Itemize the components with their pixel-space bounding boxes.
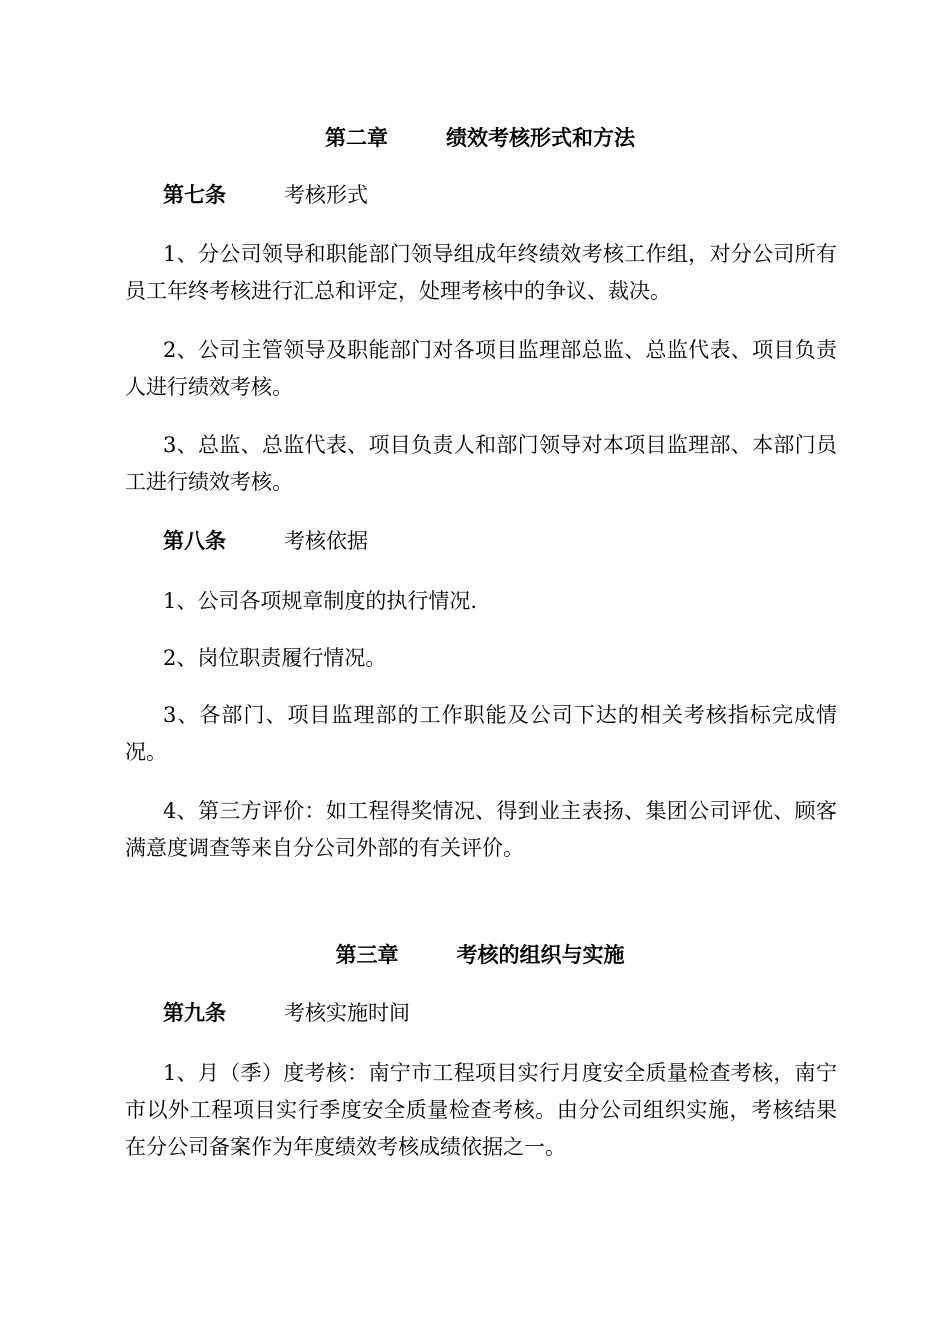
article-8-item-2: 2、岗位职责履行情况。 — [163, 646, 387, 670]
article-8-item-3: 3、各部门、项目监理部的工作职能及公司下达的相关考核指标完成情况。 — [125, 703, 837, 764]
article-7-item-1: 1、分公司领导和职能部门领导组成年终绩效考核工作组，对分公司所有员工年终考核进行汇总和评定，处理考核中的争议、裁决。 — [125, 242, 837, 303]
article-9-heading — [163, 999, 410, 1027]
article-7-heading — [163, 181, 368, 209]
chapter-number: 第三章 — [335, 942, 399, 967]
article-number: 第九条 — [163, 1000, 226, 1025]
chapter-2-heading — [125, 124, 835, 152]
chapter-3-heading — [125, 941, 835, 969]
article-number: 第七条 — [163, 182, 226, 207]
article-7-item-2: 2、公司主管领导及职能部门对各项目监理部总监、总监代表、项目负责人进行绩效考核。 — [125, 338, 837, 399]
article-title: 考核形式 — [284, 183, 368, 207]
chapter-number: 第二章 — [325, 125, 388, 150]
chapter-title: 考核的组织与实施 — [456, 942, 625, 967]
article-number: 第八条 — [163, 528, 226, 553]
article-9-item-1: 1、月（季）度考核：南宁市工程项目实行月度安全质量检查考核，南宁市以外工程项目实行季度安全质量检查考核。由分公司组织实施，考核结果在分公司备案作为年度绩效考核成绩依据之一。 — [125, 1061, 837, 1159]
chapter-title: 绩效考核形式和方法 — [446, 125, 635, 150]
article-8-item-1: 1、公司各项规章制度的执行情况. — [163, 589, 478, 613]
article-title: 考核实施时间 — [284, 1001, 410, 1025]
article-8-heading — [163, 527, 368, 555]
article-title: 考核依据 — [284, 529, 368, 553]
article-7-item-3: 3、总监、总监代表、项目负责人和部门领导对本项目监理部、本部门员工进行绩效考核。 — [125, 433, 837, 494]
article-8-item-4: 4、第三方评价：如工程得奖情况、得到业主表扬、集团公司评优、顾客满意度调查等来自分公司外部的有关评价。 — [125, 799, 837, 860]
